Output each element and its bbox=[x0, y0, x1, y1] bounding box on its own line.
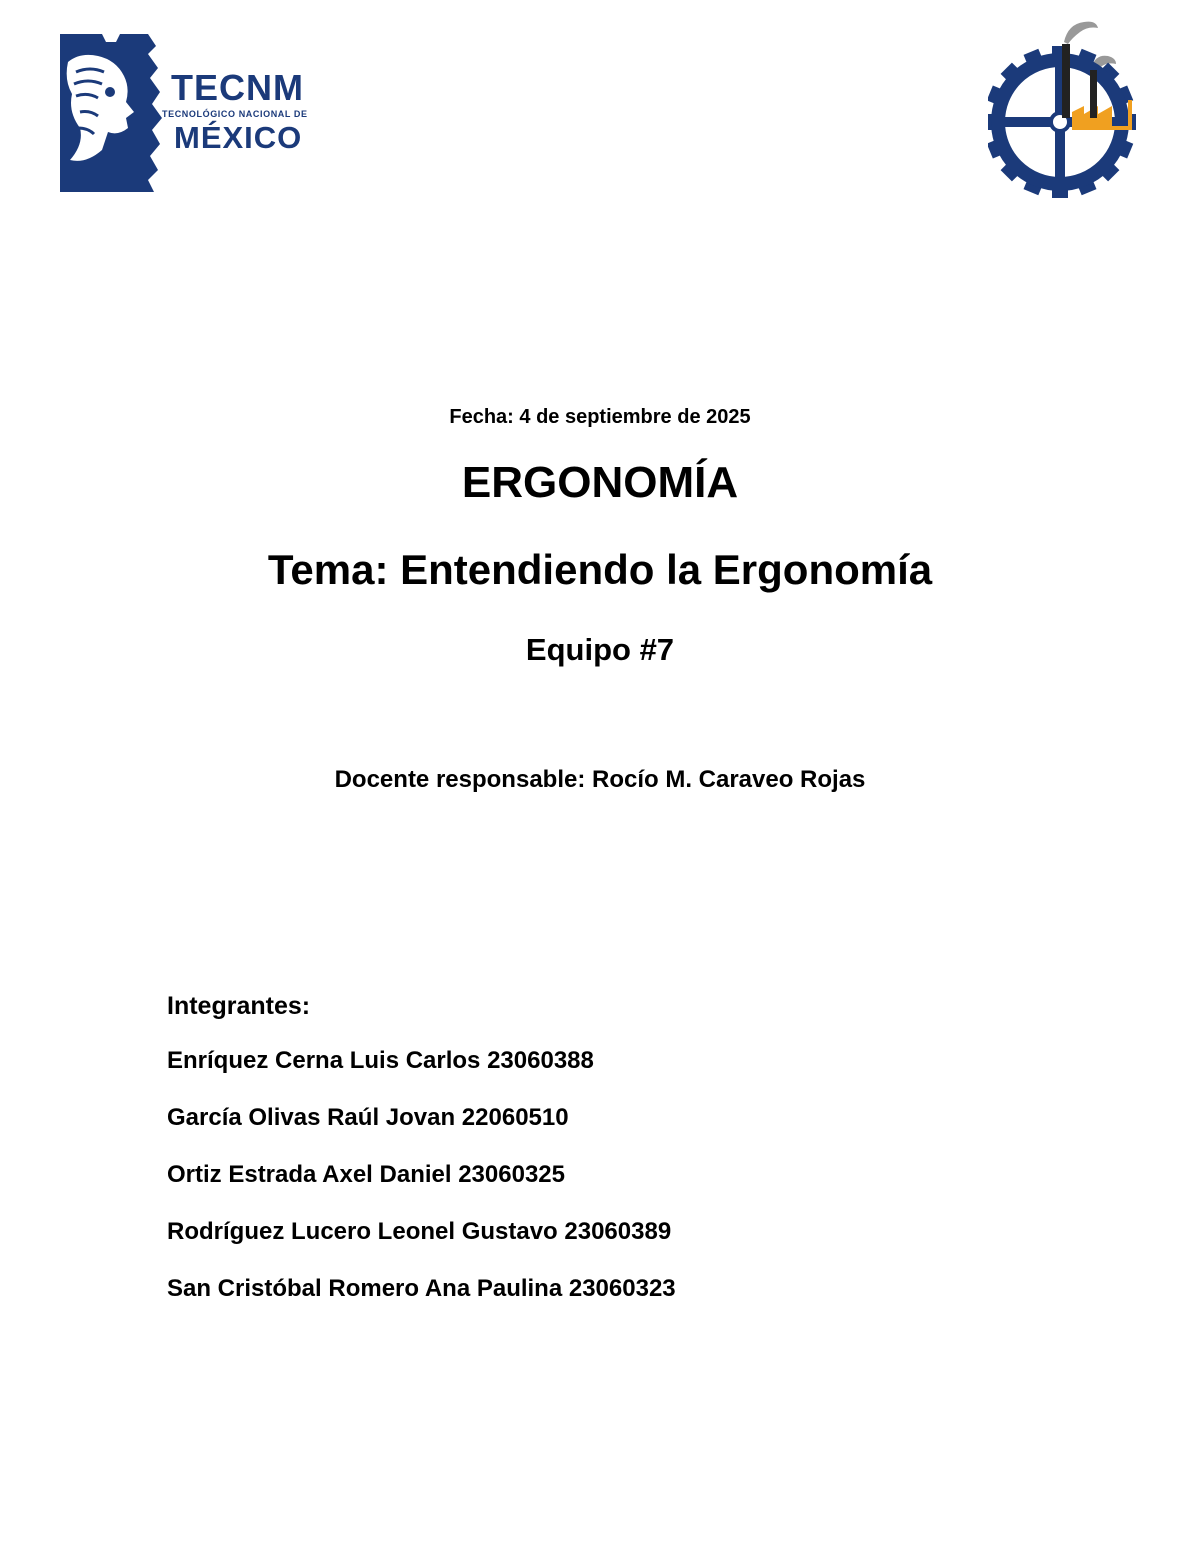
members-section bbox=[167, 994, 676, 1334]
institute-gear-logo bbox=[988, 14, 1138, 200]
member-item: Ortiz Estrada Axel Daniel 23060325 bbox=[167, 1161, 565, 1188]
tecnm-logo bbox=[58, 32, 328, 194]
team-number: Equipo #7 bbox=[525, 632, 675, 667]
topic-title: Tema: Entendiendo la Ergonomía bbox=[267, 546, 933, 593]
course-title: ERGONOMÍA bbox=[461, 458, 739, 507]
member-item: Enríquez Cerna Luis Carlos 23060388 bbox=[167, 1047, 594, 1074]
document-date: Fecha: 4 de septiembre de 2025 bbox=[449, 406, 751, 428]
members-label: Integrantes: bbox=[167, 992, 311, 1020]
tecnm-wordmark: TECNM bbox=[171, 67, 304, 108]
teacher-name: Docente responsable: Rocío M. Caraveo Rojas bbox=[334, 766, 866, 793]
member-item: García Olivas Raúl Jovan 22060510 bbox=[167, 1104, 569, 1131]
tecnm-country: MÉXICO bbox=[174, 120, 303, 155]
member-item: Rodríguez Lucero Leonel Gustavo 23060389 bbox=[167, 1218, 672, 1245]
member-item: San Cristóbal Romero Ana Paulina 23060323 bbox=[167, 1275, 676, 1302]
tecnm-subtitle: TECNOLÓGICO NACIONAL DE bbox=[162, 109, 308, 119]
gear-factory-icon bbox=[988, 14, 1138, 200]
